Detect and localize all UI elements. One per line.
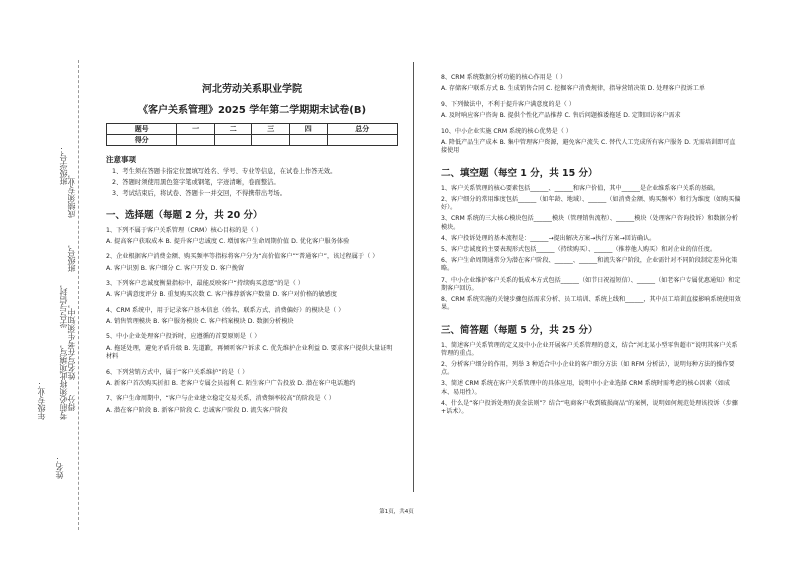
score-header: 题号 <box>107 124 177 135</box>
notice-item: 1、考生须在答题卡指定位置填写姓名、学号、专业等信息，在试卷上作答无效。 <box>112 168 337 175</box>
question: 7、客户生命周期中，“客户与企业建立稳定交易关系，消费频率较高”的阶段是（ ） <box>106 395 335 403</box>
section-title-fill: 二、填空题（每空 1 分，共 15 分） <box>441 167 598 179</box>
short-answer-item: 1、简述客户关系管理的定义及中小企业开展客户关系管理的意义，结合“河北某小型零售超市”说明其客户关系管理的重点。 <box>441 341 738 357</box>
short-answer-item: 2、分析客户细分的作用，列举 3 种适合中小企业的客户细分方法（如 RFM 分析法），说明每种方法的操作要点。 <box>441 361 735 377</box>
binding-notice-2: 班级号， <box>67 240 76 272</box>
short-answer-item: 3、简述 CRM 系统在客户关系管理中的具体应用，说明中小企业选择 CRM 系统时需考虑的核心因素（如成本、易用性）。 <box>441 380 730 396</box>
fill-item: 5、客户忠诚度的主要表现形式包括______（持续购买）、______（推荐他人购买）和对企业的信任度。 <box>441 246 717 254</box>
school-name: 河北劳动关系职业学院 <box>202 84 302 95</box>
question-options: A. 潜在客户阶段 B. 新客户阶段 C. 忠诚客户阶段 D. 流失客户阶段 <box>106 406 288 414</box>
question: 9、下列做法中，不利于提升客户满意度的是（ ） <box>441 101 575 109</box>
fill-item: 6、客户生命周期通常分为潜在客户阶段、______、______和流失客户阶段，企业需针对不同阶段制定差异化策略。 <box>441 257 738 273</box>
notice-item: 3、考试结束后，将试卷、答题卡一并交回，不得携带出考场。 <box>112 189 287 197</box>
notice-item: 2、答题时须使用黑色签字笔或钢笔，字迹清晰，卷面整洁。 <box>112 178 280 186</box>
binding-notice-1: 成绩须专业， <box>67 170 76 218</box>
binding-notice-6: 得分 <box>67 395 76 411</box>
score-header: 一 <box>177 124 215 135</box>
question: 4、CRM 系统中，用于记录客户基本信息（姓名、联系方式、消费偏好）的模块是（ ） <box>106 306 345 314</box>
fill-item: 8、CRM 系统实施的关键步骤包括需求分析、员工培训、系统上线和______，其中员工培训直接影响系统使用效果。 <box>441 296 741 312</box>
score-header: 总分 <box>327 124 397 135</box>
question: 2、企业根据客户消费金额、购买频率等指标将客户分为“高价值客户”“普通客户”，该过程属于（ ） <box>106 253 379 261</box>
left-column <box>106 74 398 422</box>
column-divider <box>413 62 414 492</box>
fill-item: 7、中小企业维护客户关系的低成本方式包括______（如节日祝福短信）、______（如老客户专属优惠通知）和定期客户回访。 <box>441 276 741 292</box>
question-options: A. 新客户首次购买折扣 B. 老客户专属会员福利 C. 陌生客户广告投放 D. 潜在客户电话邀约 <box>106 379 356 387</box>
question: 6、下列营销方式中，属于“客户关系维护”的是（ ） <box>106 368 249 376</box>
score-cell <box>290 135 328 146</box>
question: 3、下列客户忠诚度衡量指标中，最能反映客户“持续购买意愿”的是（ ） <box>106 280 304 288</box>
page-footer: 第1页，共4页 <box>379 509 414 515</box>
question-options: A. 及时响应客户咨询 B. 提供个性化产品推荐 C. 售后问题推诿拖延 D. 定期回访客户需求 <box>441 111 681 119</box>
fill-item: 3、CRM 系统的三大核心模块包括______模块（管理销售流程）、______模块（处理客户咨询投诉）和数据分析模块。 <box>441 215 738 231</box>
score-row-label: 得分 <box>107 135 177 146</box>
right-column <box>441 74 741 419</box>
section-title-short-answer: 三、简答题（每题 5 分，共 25 分） <box>441 324 598 336</box>
question: 10、中小企业实施 CRM 系统的核心优势是（ ） <box>441 128 572 136</box>
score-header: 二 <box>214 124 252 135</box>
binding-dashed-line <box>78 60 79 530</box>
score-cell <box>214 135 252 146</box>
binding-class-label: 班级学号： <box>59 145 68 185</box>
score-cell <box>177 135 215 146</box>
question-options: A. 提高客户获取成本 B. 提升客户忠诚度 C. 增加客户生命周期价值 D. 优化客户服务体验 <box>106 237 350 245</box>
binding-notice-4: 姓名写在考生须知中， <box>67 300 76 380</box>
fill-item: 4、客户投诉处理的基本流程是：______→提出解决方案→执行方案→回访确认。 <box>441 234 656 242</box>
score-table <box>106 123 398 146</box>
short-answer-item: 4、什么是“客户投诉处理的黄金法则”？结合“电商客户收到破损商品”的案例，说明如何规范处理该投诉（步骤+话术）。 <box>441 399 738 416</box>
question-options: A. 客户识别 B. 客户细分 C. 客户开发 D. 客户挽留 <box>106 264 245 272</box>
fill-item: 2、客户细分的常用维度包括______（如年龄、地域）、______（如消费金额、购买频率）和行为维度（如购买偏好）。 <box>441 195 741 212</box>
score-header: 四 <box>290 124 328 135</box>
binding-notice-3: 学号与信封， <box>59 280 68 328</box>
notice-title: 注意事项 <box>106 155 136 164</box>
binding-major-label: 年级专业： <box>37 380 46 420</box>
question-options: A. 存储客户联系方式 B. 生成销售合同 C. 挖掘客户消费规律，指导营销决策 D. 处理客户投诉工单 <box>441 84 705 92</box>
question: 5、中小企业处理客户投诉时，应遵循的首要原则是（ ） <box>106 333 261 341</box>
score-header: 三 <box>252 124 290 135</box>
question-options: A. 销售管理模块 B. 客户服务模块 C. 客户档案模块 D. 数据分析模块 <box>106 318 294 326</box>
fill-item: 1、客户关系管理的核心要素包括______、______和客户价值，其中______是企业维系客户关系的基础。 <box>441 184 720 192</box>
question-options: A. 降低产品生产成本 B. 集中管理客户资源，避免客户流失 C. 替代人工完成所有客户服务 D. 无需培训即可直接使用 <box>441 138 736 155</box>
binding-name-label: 姓名： <box>55 455 64 479</box>
score-cell <box>252 135 290 146</box>
question-options: A. 拖延处理，避免矛盾升级 B. 先道歉，再倾听客户诉求 C. 优先维护企业利益 D. 要求客户提供大量证明材料 <box>106 344 393 361</box>
question-options: A. 客户满意度评分 B. 重复购买次数 C. 客户推荐新客户数量 D. 客户对价格的敏感度 <box>106 291 337 299</box>
question: 1、下列不属于客户关系管理（CRM）核心目标的是（ ） <box>106 226 262 234</box>
exam-title: 《客户关系管理》2025 学年第二学期期末试卷(B) <box>137 105 367 116</box>
section-title-choice: 一、选择题（每题 2 分，共 20 分） <box>106 209 263 221</box>
question: 8、CRM 系统数据分析功能的核心作用是（ ） <box>441 74 567 81</box>
score-cell <box>327 135 397 146</box>
binding-notice-5: 考前必须将此项填写， <box>59 340 68 420</box>
